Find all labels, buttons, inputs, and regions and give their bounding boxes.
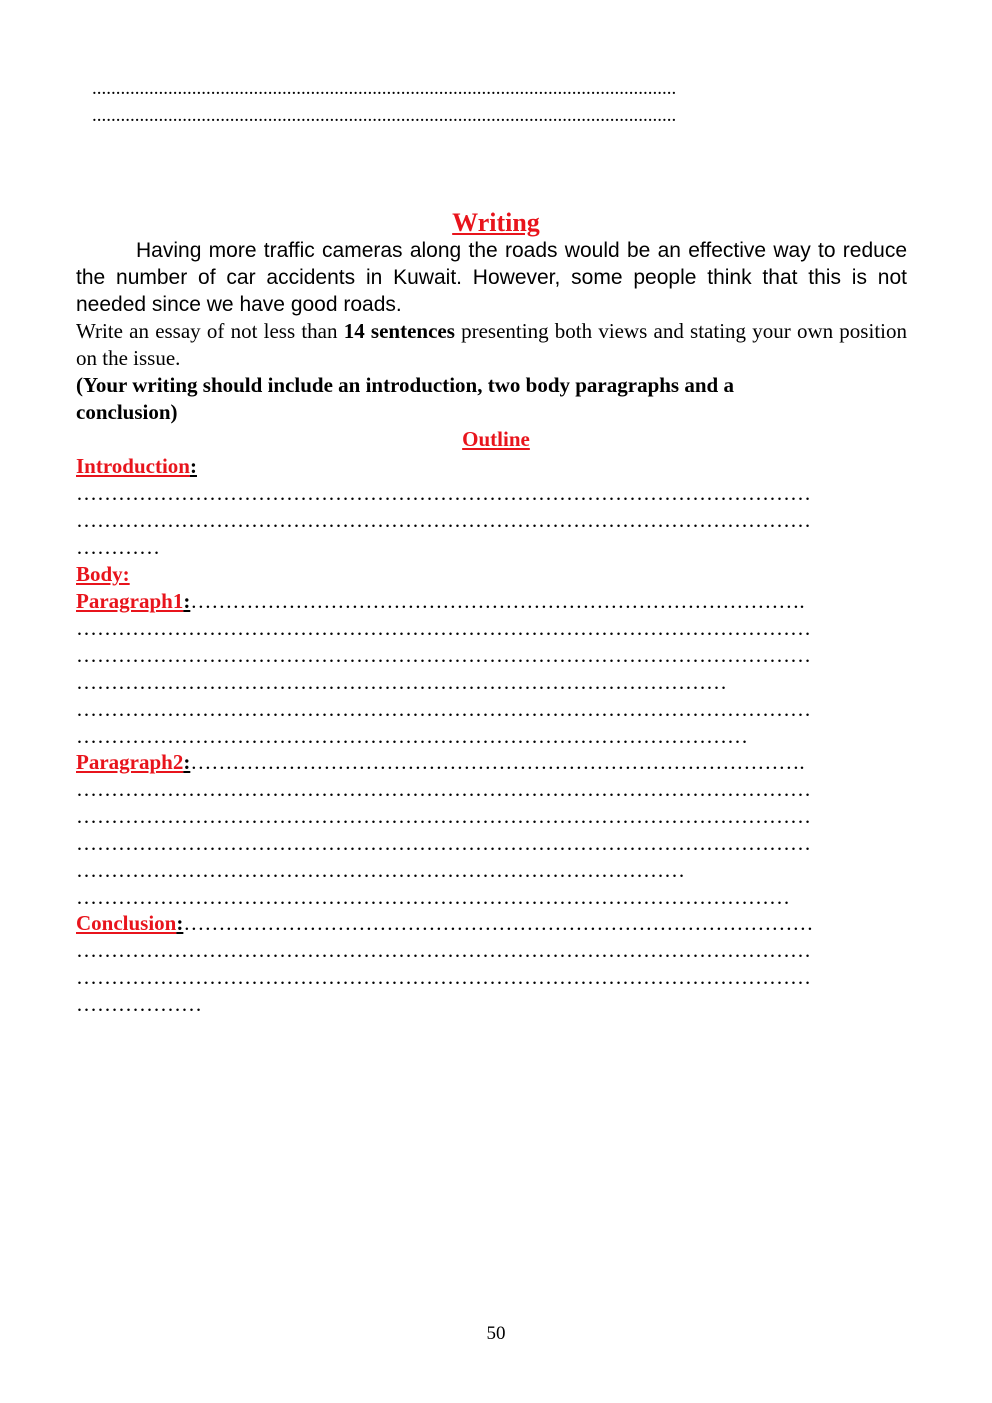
introduction-line: …………………………………………………………………………………………… — [76, 481, 811, 505]
conclusion-line: ……………… — [76, 992, 202, 1016]
page-number: 50 — [486, 1323, 506, 1344]
introduction-label: Introduction — [76, 454, 190, 478]
instruction-text: presenting both views and stating your own position on the issue. — [76, 319, 907, 370]
conclusion-line: ……………………………………………………………………………… — [183, 911, 814, 935]
section-title: Writing — [452, 208, 540, 237]
conclusion-heading: Conclusion:……………………………………………………………………………… — [76, 911, 814, 935]
introduction-line: ………… — [76, 535, 160, 559]
paragraph1-line: ………………………………………………………………………………… — [76, 670, 727, 694]
paragraph1-line: …………………………………………………………………………………… — [76, 724, 748, 748]
body-heading — [76, 561, 130, 588]
paragraph2-label: Paragraph2 — [76, 750, 184, 774]
paragraph1-line: …………………………………………………………………………………………… — [76, 616, 811, 640]
paragraph2-line: …………………………………………………………………………… — [76, 858, 685, 882]
outline-title: Outline — [462, 427, 530, 451]
paragraph1-label: Paragraph1 — [76, 589, 184, 613]
body-label: Body: — [76, 562, 130, 586]
paragraph2-line: ……………………………………………………………………………. — [190, 750, 805, 774]
paragraph1-line: …………………………………………………………………………………………… — [76, 697, 811, 721]
paragraph2-line: …………………………………………………………………………………………… — [76, 831, 811, 855]
conclusion-label: Conclusion — [76, 911, 177, 935]
introduction-heading: Introduction: — [76, 454, 197, 478]
paragraph2-line: ………………………………………………………………………………………… — [76, 885, 790, 909]
instruction-text: Write an essay of not less than — [76, 319, 344, 343]
paragraph2-line: …………………………………………………………………………………………… — [76, 804, 811, 828]
paragraph1-line: …………………………………………………………………………………………… — [76, 643, 811, 667]
answer-dotted-line: ........................................................................................................................... — [92, 105, 677, 126]
structure-note: (Your writing should include an introduction, two body paragraphs and a conclusion) — [76, 373, 734, 424]
paragraph2-heading: Paragraph2:……………………………………………………………………………. — [76, 750, 805, 774]
writing-prompt: Having more traffic cameras along the roads would be an effective way to reduce the number of car accidents in Kuwait. However, some people think that this is not needed since we have good roads. — [76, 239, 907, 316]
writing-instruction — [76, 318, 907, 372]
sentence-count: 14 sentences — [343, 319, 455, 343]
paragraph1-heading: Paragraph1:……………………………………………………………………………. — [76, 589, 805, 613]
paragraph1-line: ……………………………………………………………………………. — [190, 589, 805, 613]
conclusion-line: …………………………………………………………………………………………… — [76, 965, 811, 989]
answer-dotted-line: ........................................................................................................................... — [92, 78, 677, 99]
conclusion-line: …………………………………………………………………………………………… — [76, 938, 811, 962]
introduction-line: …………………………………………………………………………………………… — [76, 508, 811, 532]
paragraph2-line: …………………………………………………………………………………………… — [76, 777, 811, 801]
